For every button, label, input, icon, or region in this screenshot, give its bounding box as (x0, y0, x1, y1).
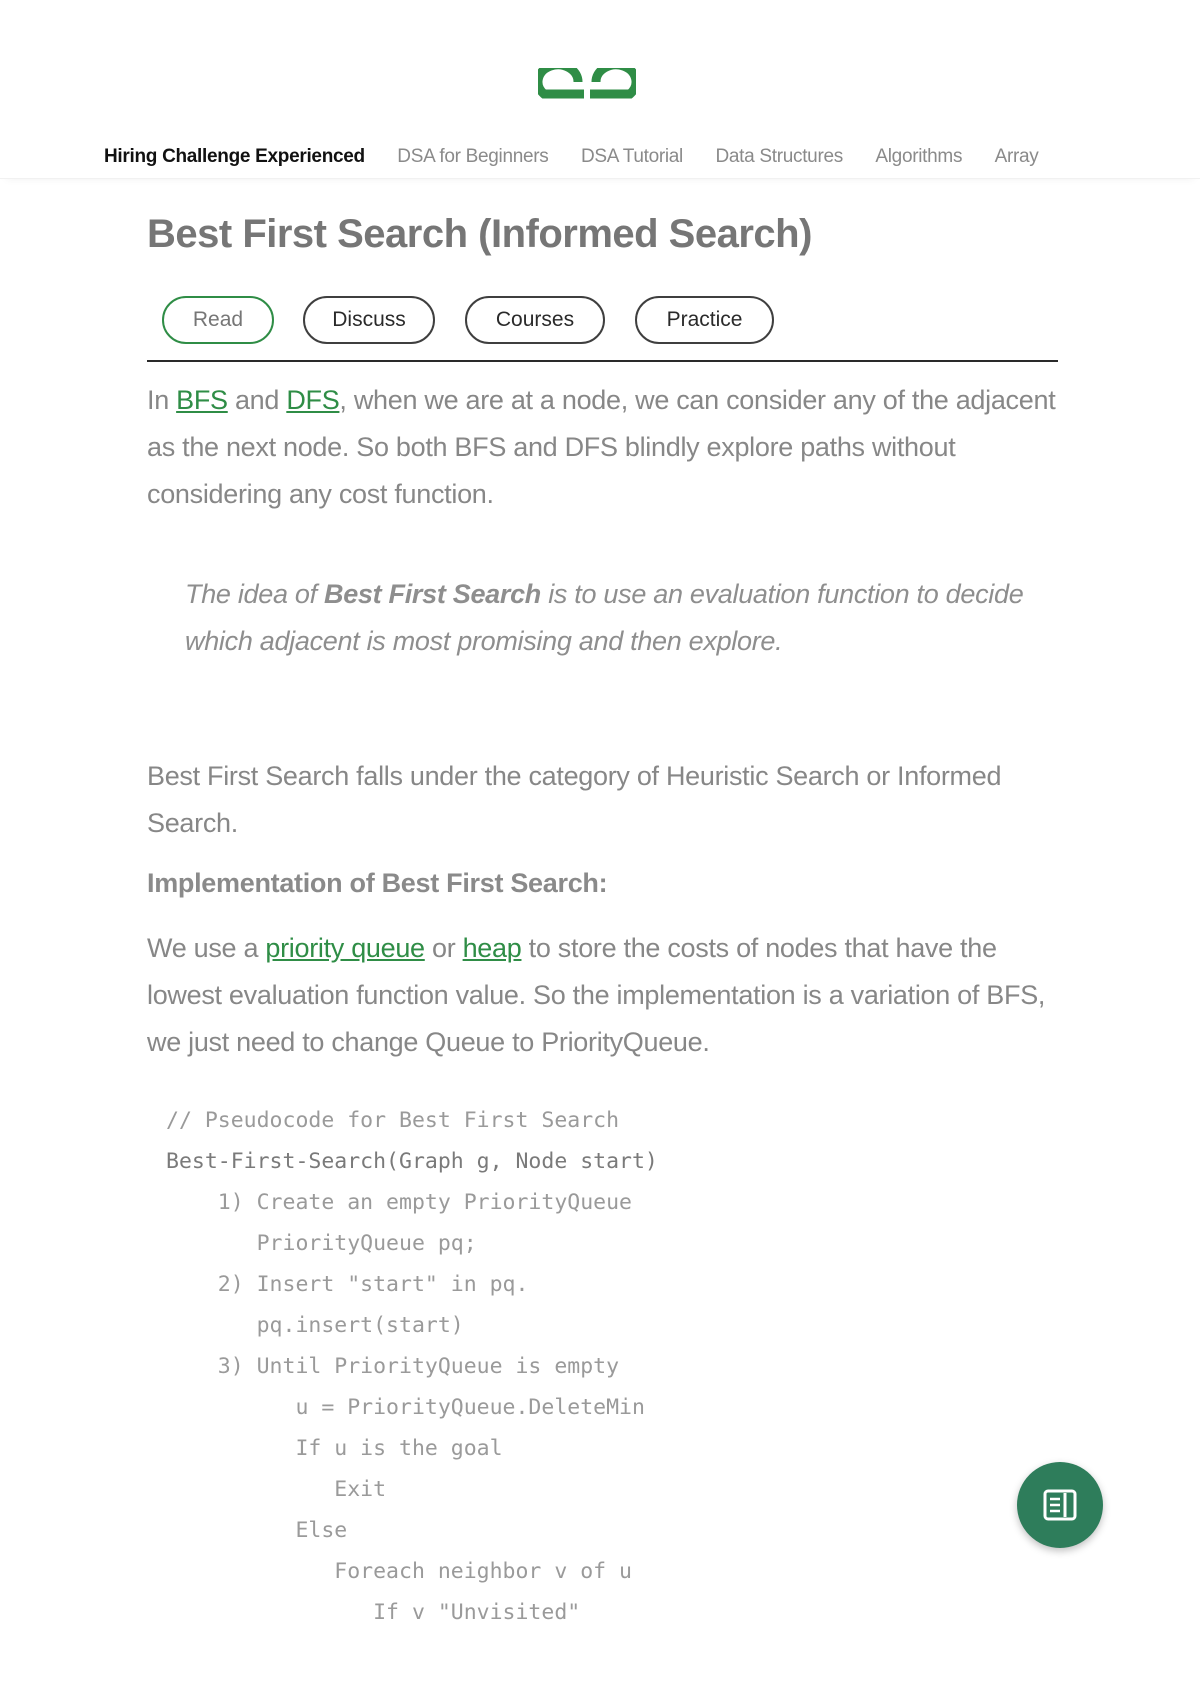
code-line: pq.insert(start) (166, 1313, 464, 1338)
code-line: Best-First-Search(Graph g, Node start) (166, 1149, 658, 1174)
tab-practice[interactable]: Practice (635, 296, 774, 344)
dfs-link[interactable]: DFS (286, 385, 340, 415)
nav-item-hiring-challenge[interactable]: Hiring Challenge Experienced (104, 146, 365, 167)
code-line: If v "Unvisited" (166, 1600, 581, 1625)
code-line: Else (166, 1518, 348, 1543)
impl-text-or: or (424, 933, 463, 963)
bfs-link[interactable]: BFS (176, 385, 228, 415)
impl-text-start: We use a (147, 933, 266, 963)
tabs-divider (147, 360, 1058, 362)
code-line: 1) Create an empty PriorityQueue (166, 1190, 632, 1215)
nav-item-data-structures[interactable]: Data Structures (715, 146, 843, 167)
code-line: 3) Until PriorityQueue is empty (166, 1354, 620, 1379)
quote-bold-term: Best First Search (324, 579, 541, 609)
implementation-paragraph (147, 925, 1067, 1066)
gfg-logo-icon (538, 68, 636, 118)
nav-item-algorithms[interactable]: Algorithms (875, 146, 963, 167)
nav-item-dsa-tutorial[interactable]: DSA Tutorial (580, 146, 683, 167)
article-title: Best First Search (Informed Search) (147, 212, 812, 256)
quote-text-start: The idea of (185, 579, 324, 609)
nav-item-dsa-beginners[interactable]: DSA for Beginners (397, 146, 549, 167)
code-line: PriorityQueue pq; (166, 1231, 477, 1256)
tab-courses[interactable]: Courses (465, 296, 605, 344)
quote-text-rest: is to use an evaluation function to decide which adjacent is most promising and then explore. (185, 579, 1024, 656)
reader-mode-icon (1040, 1485, 1080, 1525)
priority-queue-link[interactable]: priority queue (265, 933, 425, 963)
code-line: Exit (166, 1477, 387, 1502)
code-line: Foreach neighbor v of u (166, 1559, 632, 1584)
nav-item-array[interactable]: Array (994, 146, 1039, 167)
code-line: If u is the goal (166, 1436, 503, 1461)
code-line: 2) Insert "start" in pq. (166, 1272, 529, 1297)
implementation-heading: Implementation of Best First Search: (147, 868, 608, 898)
site-logo[interactable] (538, 68, 636, 118)
intro-text-between: and (227, 385, 287, 415)
top-nav (0, 140, 1200, 179)
tab-read[interactable]: Read (162, 296, 274, 344)
intro-text-start: In (147, 385, 177, 415)
heap-link[interactable]: heap (462, 933, 522, 963)
code-line: u = PriorityQueue.DeleteMin (166, 1395, 645, 1420)
intro-paragraph (147, 377, 1067, 518)
tab-discuss[interactable]: Discuss (303, 296, 435, 344)
pseudocode-block (166, 1100, 658, 1633)
category-paragraph: Best First Search falls under the category of Heuristic Search or Informed Search. (147, 761, 1002, 838)
impl-text-rest: to store the costs of nodes that have the lowest evaluation function value. So the implementation is a variation of BFS, we just need to change Queue to PriorityQueue. (147, 933, 1046, 1057)
code-line: // Pseudocode for Best First Search (166, 1108, 620, 1133)
idea-quote (185, 571, 1045, 665)
reader-mode-button[interactable] (1017, 1462, 1103, 1548)
intro-text-rest: , when we are at a node, we can consider any of the adjacent as the next node. So both BFS and DFS blindly explore paths without considering any cost function. (147, 385, 1056, 509)
